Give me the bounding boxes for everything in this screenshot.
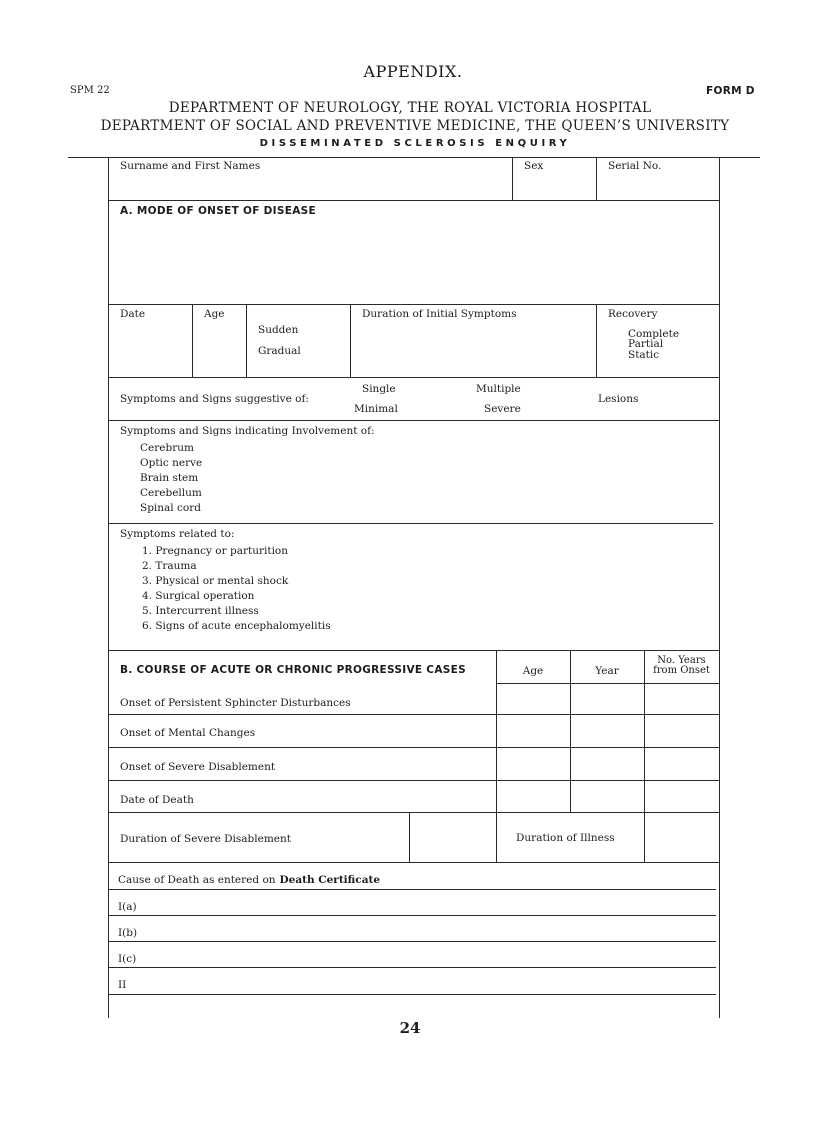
column-header-year: Year: [595, 665, 619, 677]
form-letter: FORM D: [706, 85, 755, 97]
recovery-option-static: Static: [628, 349, 660, 361]
table-row: Date of Death: [120, 794, 194, 806]
row-divider: [108, 200, 719, 201]
column-header-years-onset-line2: from Onset: [653, 665, 710, 676]
illness-duration-label: Duration of Illness: [516, 832, 615, 844]
column-divider: [350, 304, 351, 377]
list-item: 2. Trauma: [142, 560, 197, 572]
department-social-medicine-heading: DEPARTMENT OF SOCIAL AND PREVENTIVE MEDICINE, THE QUEEN’S UNIVERSITY: [100, 118, 730, 134]
initial-symptoms-duration-label: Duration of Initial Symptoms: [362, 308, 517, 320]
list-item: Optic nerve: [140, 457, 203, 469]
list-item: 4. Surgical operation: [142, 590, 255, 602]
list-item: 3. Physical or mental shock: [142, 575, 289, 587]
column-header-age: Age: [522, 665, 544, 677]
section-a-title: A. MODE OF ONSET OF DISEASE: [120, 205, 316, 217]
column-header-years-onset-line1: No. Years: [657, 655, 706, 666]
cause-of-death-title: [118, 874, 380, 886]
column-divider: [409, 812, 410, 862]
onset-gradual-label: Gradual: [258, 345, 301, 357]
involvement-title: Symptoms and Signs indicating Involvement of:: [120, 425, 375, 437]
form-border-right: [719, 157, 720, 1018]
column-divider: [512, 157, 513, 200]
lesions-label: Lesions: [598, 393, 639, 405]
lesion-severe-option: Severe: [484, 403, 521, 415]
list-item: 6. Signs of acute encephalomyelitis: [142, 620, 331, 632]
column-divider: [596, 304, 597, 377]
enquiry-title: DISSEMINATED SCLEROSIS ENQUIRY: [259, 138, 571, 149]
department-neurology-heading: DEPARTMENT OF NEUROLOGY, THE ROYAL VICTORIA HOSPITAL: [168, 100, 652, 116]
list-item: Spinal cord: [140, 502, 201, 514]
table-row: Onset of Severe Disablement: [120, 761, 276, 773]
lesion-single-option: Single: [362, 383, 396, 395]
severe-disablement-duration-label: Duration of Severe Disablement: [120, 833, 291, 845]
row-divider: [108, 967, 716, 968]
row-divider: [108, 915, 716, 916]
cause-line-label: II: [118, 979, 127, 991]
sex-label: Sex: [524, 160, 544, 172]
column-divider: [246, 304, 247, 377]
column-divider: [496, 650, 497, 862]
row-divider: [108, 714, 719, 715]
column-divider: [192, 304, 193, 377]
onset-age-label: Age: [204, 308, 225, 320]
column-divider: [644, 650, 645, 862]
row-divider: [108, 941, 716, 942]
header-rule: [68, 157, 760, 158]
form-code: SPM 22: [70, 85, 110, 96]
lesions-suggestive-label: Symptoms and Signs suggestive of:: [120, 393, 309, 405]
row-divider: [496, 683, 719, 684]
onset-sudden-label: Sudden: [258, 324, 299, 336]
row-divider: [108, 304, 719, 305]
column-divider: [596, 157, 597, 200]
list-item: 1. Pregnancy or parturition: [142, 545, 289, 557]
section-b-title: B. COURSE OF ACUTE OR CHRONIC PROGRESSIVE CASES: [120, 664, 466, 676]
cause-line-label: I(c): [118, 953, 137, 965]
lesion-minimal-option: Minimal: [354, 403, 398, 415]
row-divider: [108, 812, 719, 813]
cause-of-death-title-text: Cause of Death as entered on: [118, 874, 276, 886]
list-item: Cerebrum: [140, 442, 194, 454]
recovery-label: Recovery: [608, 308, 658, 320]
related-symptoms-title: Symptoms related to:: [120, 528, 235, 540]
lesion-multiple-option: Multiple: [476, 383, 521, 395]
death-certificate-emphasis: Death Certificate: [279, 874, 381, 886]
serial-number-label: Serial No.: [608, 160, 662, 172]
row-divider: [108, 420, 719, 421]
row-divider: [108, 994, 716, 995]
row-divider: [108, 650, 719, 651]
row-divider: [108, 889, 716, 890]
recovery-option-partial: Partial: [628, 338, 664, 350]
table-row: Onset of Persistent Sphincter Disturbances: [120, 697, 351, 709]
row-divider: [108, 523, 713, 524]
recovery-option-complete: Complete: [628, 328, 680, 340]
cause-line-label: I(b): [118, 927, 138, 939]
page-number: 24: [399, 1019, 421, 1037]
list-item: 5. Intercurrent illness: [142, 605, 259, 617]
row-divider: [108, 377, 719, 378]
row-divider: [108, 780, 719, 781]
cause-line-label: I(a): [118, 901, 137, 913]
list-item: Brain stem: [140, 472, 199, 484]
table-row: Onset of Mental Changes: [120, 727, 256, 739]
list-item: Cerebellum: [140, 487, 202, 499]
appendix-heading: APPENDIX.: [363, 62, 463, 81]
row-divider: [108, 862, 719, 863]
onset-date-label: Date: [120, 308, 146, 320]
name-label: Surname and First Names: [120, 160, 261, 172]
row-divider: [108, 747, 719, 748]
